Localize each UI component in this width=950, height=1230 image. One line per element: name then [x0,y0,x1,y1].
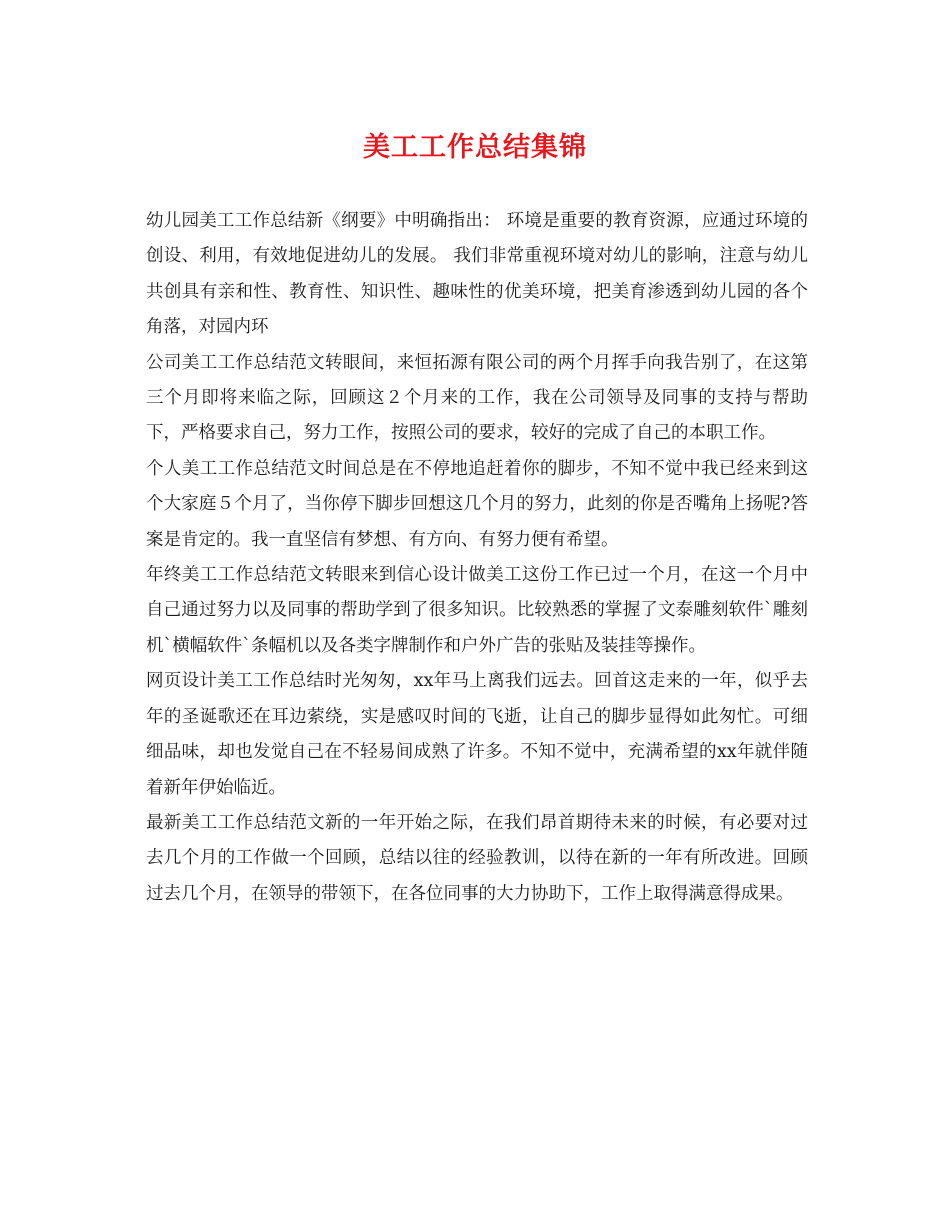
paragraph-year-end: 年终美工工作总结范文转眼来到信心设计做美工这份工作已过一个月，在这一个月中自己通过努力以及同事的帮助学到了很多知识。比较熟悉的掌握了文泰雕刻软件`雕刻机`横幅软件`条幅机以及各类字牌制作和户外广告的张贴及装挂等操作。 [146,565,808,656]
paragraph-company: 公司美工工作总结范文转眼间，来恒拓源有限公司的两个月挥手向我告别了，在这第三个月即将来临之际，回顾这２个月来的工作，我在公司领导及同事的支持与帮助下，严格要求自己，努力工作，按照公司的要求，较好的完成了自己的本职工作。 [146,352,808,444]
paragraph-web-design: 网页设计美工工作总结时光匆匆，xx年马上离我们远去。回首这走来的一年，似乎去年的圣诞歌还在耳边萦绕，实是感叹时间的飞逝，让自己的脚步显得如此匆忙。可细细品味，却也发觉自己在不轻易间成熟了许多。不知不觉中，充满希望的xx年就伴随着新年伊始临近。 [146,671,808,798]
paragraph-latest: 最新美工工作总结范文新的一年开始之际，在我们昂首期待未来的时候，有必要对过去几个月的工作做一个回顾，总结以往的经验教训，以待在新的一年有所改进。回顾过去几个月，在领导的带领下，在各位同事的大力协助下，工作上取得满意得成果。 [146,812,808,904]
page-title: 美工工作总结集锦 [363,132,587,163]
paragraph-kindergarten: 幼儿园美工工作总结新《纲要》中明确指出： 环境是重要的教育资源，应通过环境的创设、利用，有效地促进幼儿的发展。 我们非常重视环境对幼儿的影响，注意与幼儿共创具有亲和性、教育性、知识性、趣味性的优美环境，把美育渗透到幼儿园的各个角落，对园内环 [146,211,808,338]
paragraph-personal: 个人美工工作总结范文时间总是在不停地追赶着你的脚步，不知不觉中我已经来到这个大家庭５个月了，当你停下脚步回想这几个月的努力，此刻的你是否嘴角上扬呢?答案是肯定的。我一直坚信有梦想、有方向、有努力便有希望。 [146,458,808,550]
document-body [146,204,808,912]
